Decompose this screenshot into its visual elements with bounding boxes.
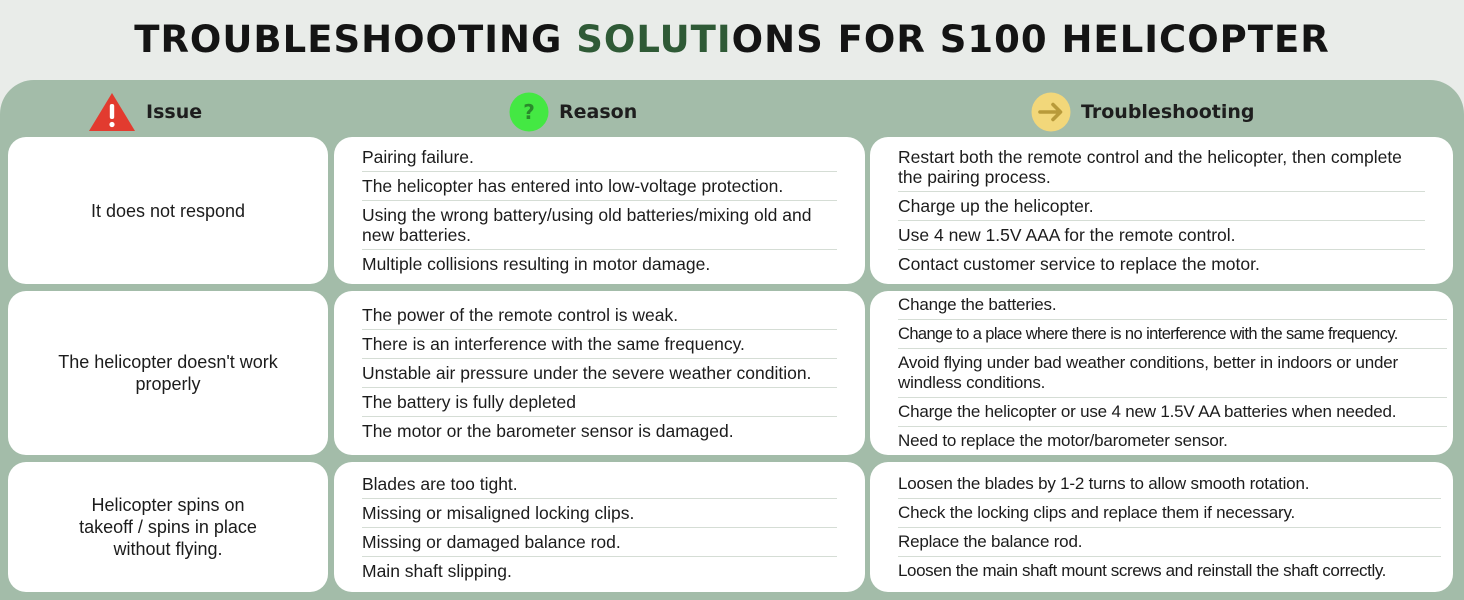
issue-card-3 xyxy=(8,462,328,592)
reason-card-2 xyxy=(334,291,865,455)
solution-item: Restart both the remote control and the helicopter, then complete the pairing process. xyxy=(898,143,1425,192)
solution-item: Use 4 new 1.5V AAA for the remote control. xyxy=(898,221,1425,250)
issue-card-2 xyxy=(8,291,328,455)
solution-item: Change to a place where there is no interference with the same frequency. xyxy=(898,320,1447,349)
title-part-1: TROUBLESHOOTING xyxy=(134,18,577,61)
reason-item: Missing or misaligned locking clips. xyxy=(362,499,837,528)
header-troubleshooting xyxy=(1031,92,1255,132)
reason-card-3 xyxy=(334,462,865,592)
reason-item: Multiple collisions resulting in motor damage. xyxy=(362,254,711,274)
reason-item: Missing or damaged balance rod. xyxy=(362,528,837,557)
reason-item: Using the wrong battery/using old batteries/mixing old and new batteries. xyxy=(362,201,837,250)
issue-card-1 xyxy=(8,137,328,284)
header-issue-label: Issue xyxy=(146,101,203,123)
reason-item: The battery is fully depleted xyxy=(362,388,837,417)
page-title xyxy=(0,18,1464,61)
header-issue xyxy=(88,92,202,132)
solution-item: Need to replace the motor/barometer sensor. xyxy=(898,431,1228,450)
solution-item: Charge up the helicopter. xyxy=(898,192,1425,221)
reason-item: Main shaft slipping. xyxy=(362,560,512,581)
arrow-right-icon xyxy=(1031,92,1071,132)
solution-item: Change the batteries. xyxy=(898,291,1447,320)
solution-item: Contact customer service to replace the motor. xyxy=(898,254,1260,274)
solution-item: Charge the helicopter or use 4 new 1.5V AA batteries when needed. xyxy=(898,398,1447,427)
issue-text: The helicopter doesn't work properly xyxy=(58,352,278,394)
reason-item: The helicopter has entered into low-voltage protection. xyxy=(362,172,837,201)
warning-triangle-icon xyxy=(88,92,136,132)
reason-item: Unstable air pressure under the severe weather condition. xyxy=(362,359,837,388)
header-reason xyxy=(509,92,637,132)
solution-item: Loosen the main shaft mount screws and reinstall the shaft correctly. xyxy=(898,560,1387,580)
reason-item: The power of the remote control is weak. xyxy=(362,301,837,330)
issue-text: Helicopter spins on takeoff / spins in place without flying. xyxy=(79,495,257,559)
solution-card-3 xyxy=(870,462,1453,592)
question-mark-icon xyxy=(509,92,549,132)
reason-item: The motor or the barometer sensor is damaged. xyxy=(362,421,734,441)
title-part-3: ONS FOR S100 HELICOPTER xyxy=(731,18,1330,61)
solution-item: Check the locking clips and replace them if necessary. xyxy=(898,499,1441,528)
title-part-2: SOLUTI xyxy=(576,18,732,61)
reason-item: Pairing failure. xyxy=(362,143,837,172)
solution-card-1 xyxy=(870,137,1453,284)
question-glyph: ? xyxy=(523,100,535,124)
header-troubleshooting-label: Troubleshooting xyxy=(1081,101,1255,123)
solution-item: Avoid flying under bad weather conditions, better in indoors or under windless conditions. xyxy=(898,349,1447,398)
solution-item: Loosen the blades by 1-2 turns to allow smooth rotation. xyxy=(898,470,1441,499)
solution-card-2 xyxy=(870,291,1453,455)
issue-text: It does not respond xyxy=(90,200,246,221)
reason-card-1 xyxy=(334,137,865,284)
solution-item: Replace the balance rod. xyxy=(898,528,1441,557)
reason-item: Blades are too tight. xyxy=(362,470,837,499)
reason-item: There is an interference with the same frequency. xyxy=(362,330,837,359)
header-reason-label: Reason xyxy=(559,101,638,123)
